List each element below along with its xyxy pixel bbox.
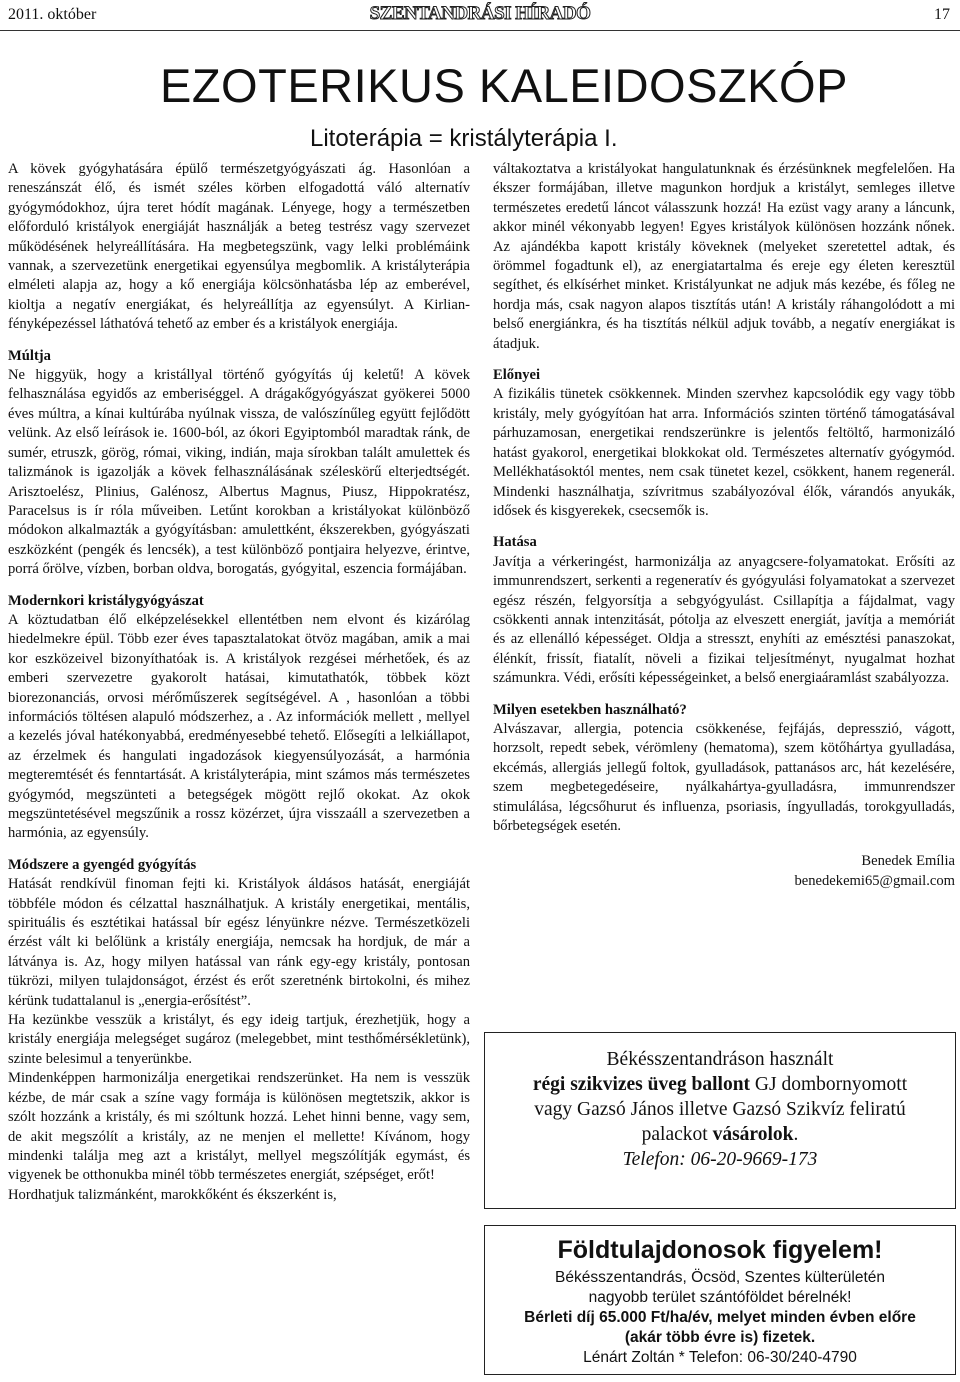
milyen-paragraph: Alvászavar, allergia, potencia csökkenése, fejfájás, depresszió, vágott, horzsolt, repedt sebek, vérömleny (hematoma), szem kötőhártya gyulladása, ekcémás, allergiás jellegű foltok, gyulladások, pattanásos arc, hát kezelésére, szem megbetegedéseire, nyálkahártya-gyulladásra, immunrendszer stimulálása, légcsőhurut és influenza, psoriasis, íngyulladás, torokgyulladás, bőrbetegségek esetén. — [493, 720, 955, 834]
ad1-phone: Telefon: 06-20-9669-173 — [622, 1149, 818, 1170]
classified-ad-ballon — [484, 1032, 956, 1209]
ad1-bold-item: régi szikvizes üveg ballont — [532, 1074, 751, 1095]
ad2-headline: Földtulajdonosok figyelem! — [557, 1236, 883, 1264]
ad2-line-4: (akár több évre is) fizetek. — [624, 1329, 816, 1346]
ad1-line-1: Békésszentandráson használt — [606, 1049, 834, 1070]
ad1-line-4-end: . — [793, 1124, 799, 1145]
page-header — [0, 0, 960, 34]
author-name: Benedek Emília — [861, 853, 955, 870]
article-title: EZOTERIKUS KALEIDOSZKÓP — [160, 59, 848, 112]
ad2-line-3: Bérleti díj 65.000 Ft/ha/év, melyet minden évben előre — [524, 1309, 916, 1326]
ad2-line-5: Lénárt Zoltán * Telefon: 06-30/240-4790 — [583, 1349, 857, 1366]
modszere-paragraph-3: Mindenképpen harmonizálja energetikai rendszerünket. Ha nem is vesszük kézbe, de már csak a színe vagy formája is különösen megtetszik, akkor is szólt hozzánk a kristály, és mi szóltunk hozzá. Lehet hinni benne, vagy sem, de akit megszólít a kristály, az ne menjen el mellette! Kívánom, hogy mindenki találja meg azt a kristályt, mellyel megszólítják egymást, és vigyenek be otthonukba minél több természetes energiát, szépséget, erőt! — [8, 1070, 470, 1184]
ad1-line-4-start: palackot — [641, 1124, 713, 1145]
hatasa-paragraph: Javítja a vérkeringést, harmonizálja az anyagcsere-folyamatokat. Erősíti az immunrendszert, serkenti a regeneratív és gyógyulási folyamatokat a szervezet egész részén, felgyorsítja a sebgyógyulást. Csillapítja a fájdalmat, vagy csökkenti annak intenzitását, pótolja az elveszett energiát, javítja a memóriát és az ellenálló képességet. Oldja a stresszt, enyhíti az emésztési panaszokat, élénkít, frissít, fiatalít, növeli a fizikai teljesítményt, nyugalmat hozhat számunkra. Védi, erősíti képességeinket, a belső energiaáramlást szabályozza. — [493, 553, 955, 687]
continuation-paragraph: váltakoztatva a kristályokat hangulatunknak és érzésünknek megfelelően. Ha ékszer formájában, illetve magunkon hordjuk a kristályt, semleges illetve természetes eredetű láncot válasszunk hozzá! Ha ezüst vagy arany a láncunk, akkor minél vékonyabb legyen! Egyes kristályok különösen hozzánk nőnek. Az ajándékba kapott kristály köveknek (melyeket szeretettel adtak, és örömmel fogadtunk el), az energiatartalma és ereje egy életen keresztül segíthet, és elkísérhet minket. Kristályunkat ne adjuk más kezébe, és főleg ne hordja más, csak nagyon alapos tisztítás után! A kristály ráhangolódott a mi belső energiánkra, és ha tisztítás nélkül adjuk tovább, a negatív energiákat is átadjuk. — [493, 161, 955, 352]
ad1-line-3: vagy Gazsó János illetve Gazsó Szikvíz feliratú — [534, 1099, 906, 1120]
multja-paragraph: Ne higgyük, hogy a kristállyal történő gyógyítás új keletű! A kövek felhasználása egyidős az emberiséggel. A drágakőgyógyászat gyökerei 5000 éves múltra, a kínai kultúrába nyúlnak vissza, de valószínűleg együtt fejlődött velünk. Az első leírások ie. 1600-ból, az ókori Egyiptomból maradtak ránk, de sumér, etruszk, görög, római, viking, indián, maja sírokban talált amulettek és talizmánok is igazolják a kövek felhasználásának széleskörű elterjedtségét. Arisztoelész, Plinius, Galénosz, Albertus Magnus, Piusz, Hippokratész, Paracelsus is ír róla műveiben. Letűnt korokban a kristályokat különböző módokon alkalmazták a gyógyításban: amulettként, ékszerekben, gyógyászati eszközként (pengék és lencsék), a test különböző pontjaira helyezve, érintve, porrá őrölve, vízben, borban oldva, borogatás, gyógyital, eszencia formájában. — [8, 367, 470, 578]
ad2-line-2: nagyobb terület szántóföldet bérelnék! — [588, 1289, 852, 1306]
section-heading-milyen: Milyen esetekben használható? — [493, 701, 687, 718]
ad1-line-4 — [485, 1122, 955, 1147]
section-heading-multja: Múltja — [8, 347, 51, 364]
ad1-bold-verb: vásárolok — [712, 1124, 794, 1145]
article-subtitle: Litoterápia = kristályterápia I. — [310, 125, 618, 152]
section-heading-modern: Modernkori kristálygyógyászat — [8, 592, 204, 609]
modszere-paragraph-4: Hordhatjuk talizmánként, marokkőként és ékszerként is, — [8, 1186, 337, 1203]
left-column — [8, 160, 470, 1205]
section-heading-hatasa: Hatása — [493, 534, 537, 551]
modszere-paragraph-2: Ha kezünkbe vesszük a kristályt, és egy ideig tartjuk, érezhetjük, hogy a kristály energiája melegséget sugároz (melegebbet, mint testhőmérsékletünk), szinte belesimul a tenyerünkbe. — [8, 1012, 470, 1067]
header-rule — [0, 30, 960, 31]
ad1-line-2-rest: GJ dombornyomott — [750, 1074, 908, 1095]
ad2-line-1: Békésszentandrás, Öcsöd, Szentes külterületén — [555, 1269, 885, 1286]
issue-date: 2011. október — [8, 6, 97, 23]
page-number: 17 — [934, 6, 950, 23]
intro-paragraph: A kövek gyógyhatására épülő természetgyógyászati ág. Hasonlóan a reneszánszát élő, és ismét széles körben elfogadottá váló alternatív gyógymódokhoz, újra teret hódít magának. Lényege, hogy a természetben előforduló kristályok energiáját használják a beteg testrész vagy szervezet működésének helyreállítására. Ha megbetegszünk, vagy lelki problémáink vannak, a szervezetünk energetikai egyensúlya megbomlik. A kristályterápia elméleti alapja az, hogy a kő energiája kölcsönhatásba lép az emberével, kioltja a negatív energiákat, és helyreállítja az egyensúlyt. A Kirlian-fényképezéssel láthatóvá tehető az ember és a kristályok energiája. — [8, 161, 470, 333]
author-signature — [493, 852, 955, 891]
section-heading-elonyei: Előnyei — [493, 367, 541, 384]
classified-ad-land — [484, 1225, 956, 1375]
elonyei-paragraph: A fizikális tünetek csökkennek. Minden szervhez kapcsolódik egy vagy több kristály, mely gyógyítóan hat arra. Információs szinten történő támogatásával párhuzamosan, energetikai rendszerünkre is jelentős feltöltő, harmonizáló hatást gyakorol, energetikai blokkokat old. Természetes alternatív gyógymód. Mellékhatásoktól mentes, nem csak tünetet kezel, csökkent, hanem regenerál. Mindenki használhatja, szívritmus szabályozóval élők, várandós anyukák, idősek és kisgyerekek, csecsemők is. — [493, 386, 955, 519]
ad1-line-2 — [485, 1072, 955, 1097]
right-column — [493, 160, 955, 891]
author-email: benedekemi65@gmail.com — [794, 872, 955, 889]
newspaper-masthead: SZENTANDRÁSI HÍRADÓ — [369, 3, 591, 24]
section-heading-modszere: Módszere a gyengéd gyógyítás — [8, 856, 197, 873]
modszere-paragraph-1: Hatását rendkívül finoman fejti ki. Kristályok áldásos hatását, energiáját többféle módon és célzattal használhatjuk. A kristály energetikai, mentális, spirituális és esztétikai hatással bír egész lényünkre nézve. Természetközeli érzést vált ki belőlünk a kristály energiája, nemcsak ha hordjuk, de már a látványa is. Az, hogy milyen hatással van ránk egy-egy kristály, pontosan tükrözi, milyen tulajdonságot, érzést és erőt szeretnénk birtokolni, és mihez kérünk tudattalanul is „energia-erősítést”. — [8, 876, 470, 1009]
modern-paragraph: A köztudatban élő elképzelésekkel ellentétben nem elvont és kizárólag hiedelmekre épül. Több ezer éves tapasztalatokat ötvöz magában, amik a mai kor eszközeivel bizonyíthatóak is. A kristályok rezgései mérhetőek, és az emberi szervezetre gyakorolt hatásai, kimutathatók, többek közt biorezonanciás, orvosi mérőműszerek segítségével. A , hasonlóan a többi információs töltésen alapuló módszerhez, a . Az információk mellett , mellyel a kezelés jóval hatékonyabbá, eredményesebbé tehető. Elősegíti a lelkiállapot, az érzelmek és hangulati ingadozások kiegyensúlyozását, a harmónia megteremtését és fenntartását. A kristályterápia, mint számos más természetes gyógymód, megszünteti a betegségek mögött rejlő okokat. Az okok megszüntetésével megszűnik a rossz közérzet, újra visszaáll a szervezetben a harmónia, az egyensúly. — [8, 611, 470, 842]
